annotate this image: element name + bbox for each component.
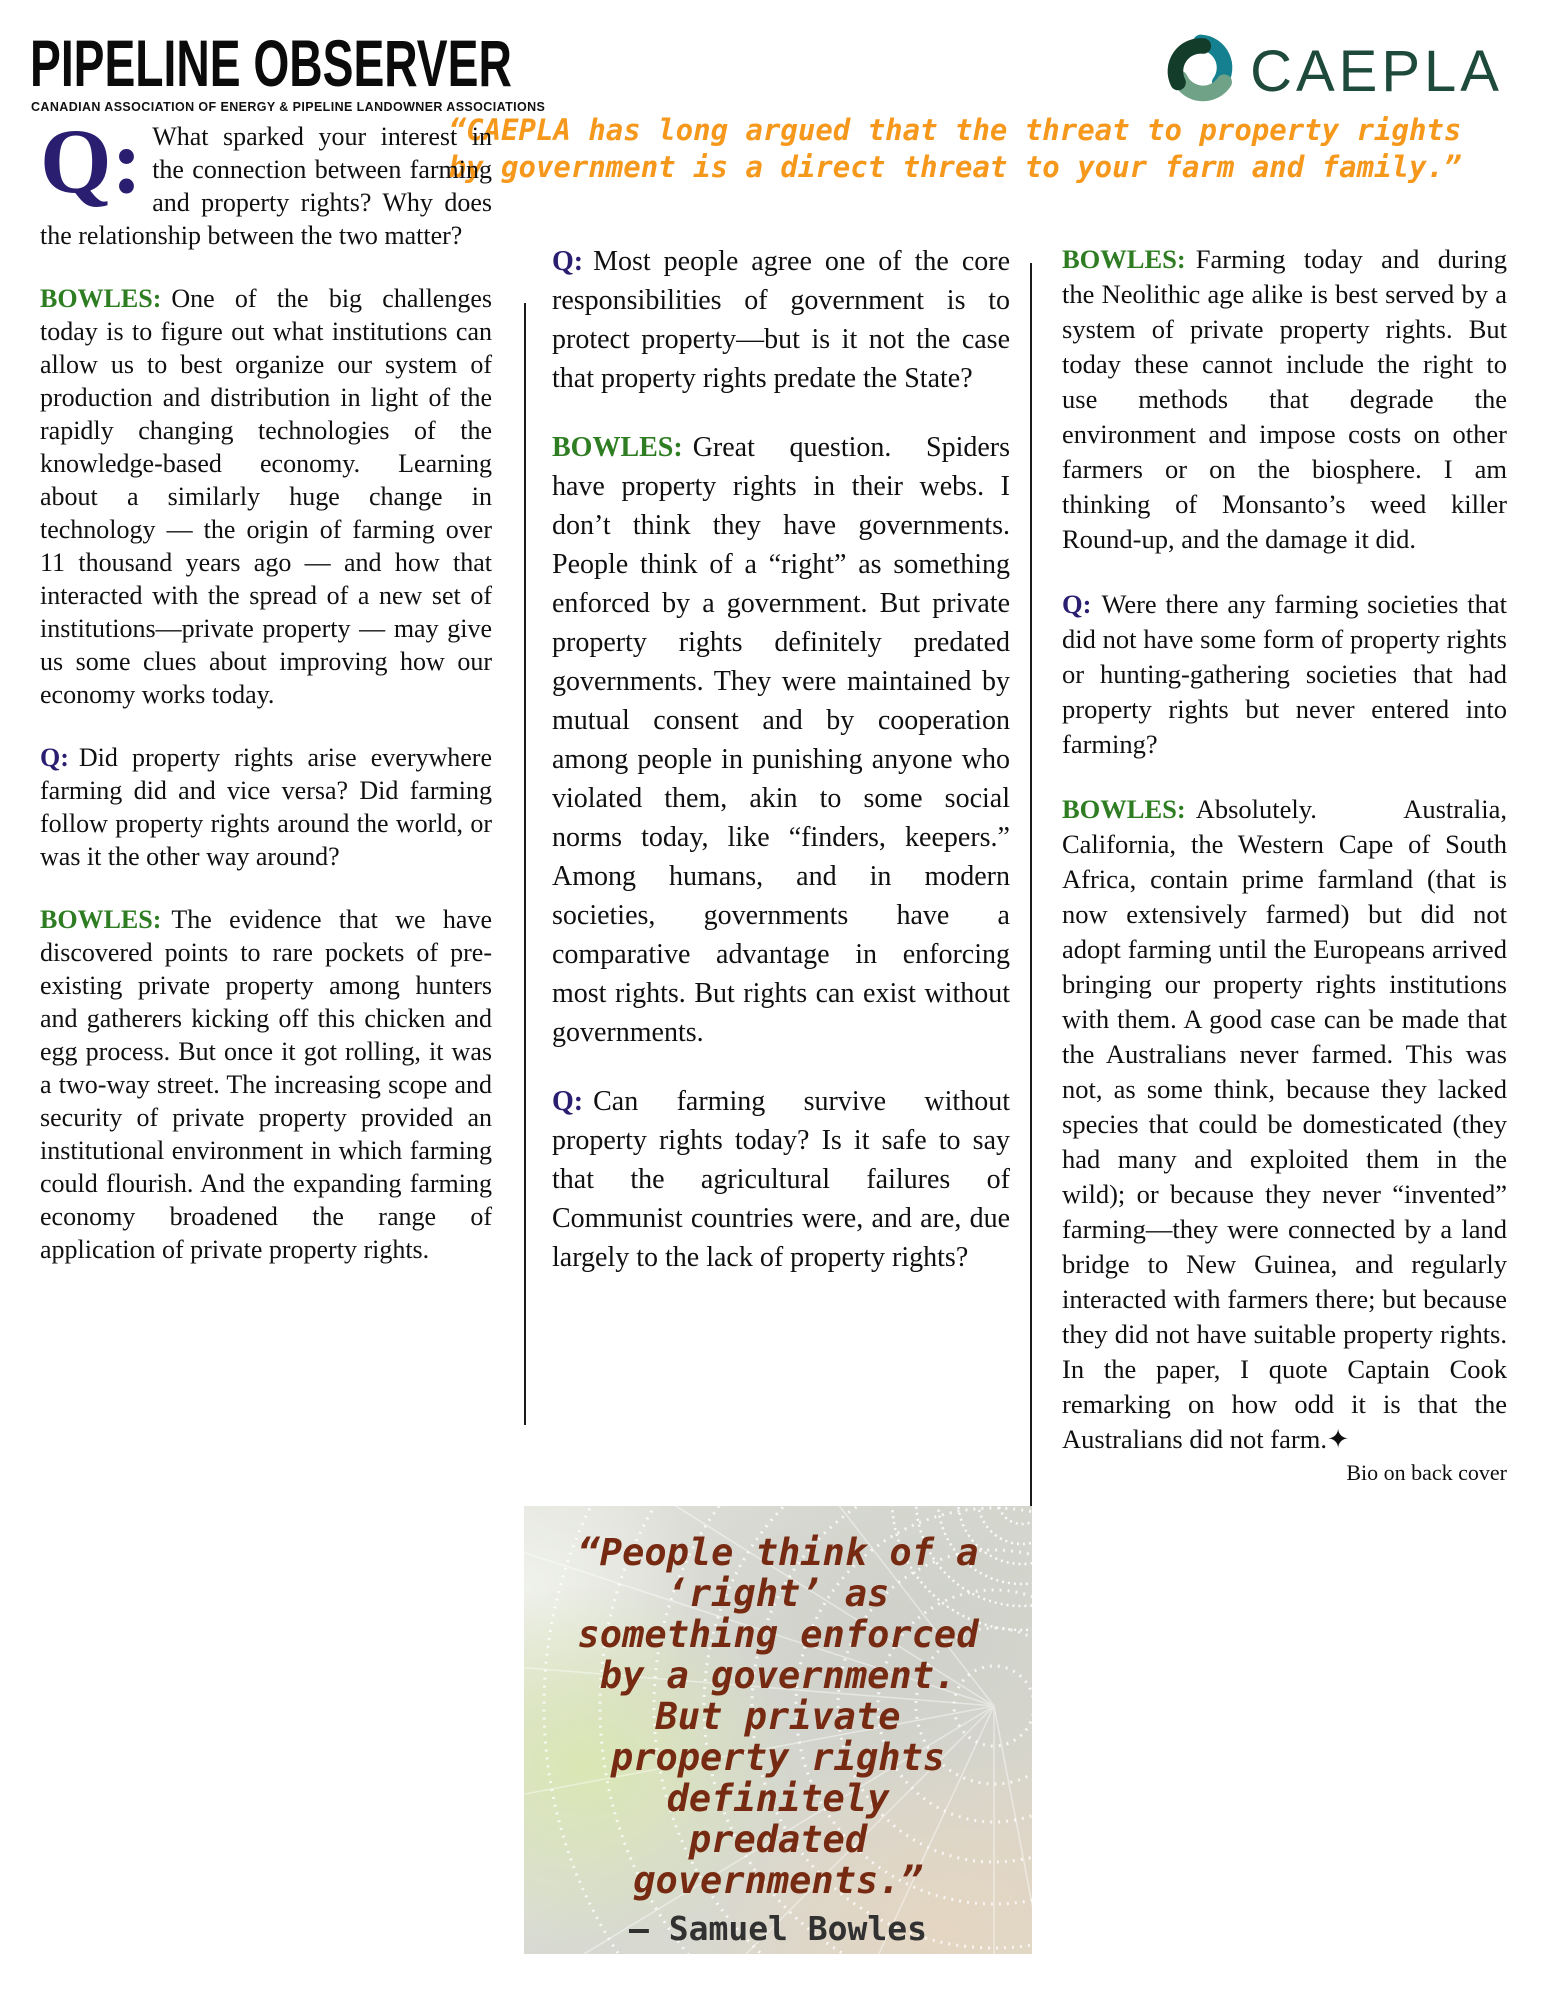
qa-paragraph xyxy=(552,1082,1010,1277)
paragraph-text: Can farming survive without property rights today? Is it safe to say that the agricultural failures of Communist countries were, and are, due largely to the lack of property rights? xyxy=(552,1086,1010,1273)
pull-quote-attribution: — Samuel Bowles xyxy=(628,1909,927,1948)
qa-paragraph xyxy=(1062,587,1507,762)
article-end-mark: ✦ xyxy=(1326,1424,1350,1455)
pull-quote-box xyxy=(524,1506,1032,1954)
lead-quote-line2: by government is a direct threat to your farm and family.” xyxy=(448,150,1462,184)
paragraph-text: Absolutely. Australia, California, the Western Cape of South Africa, contain prime farmland (that is now extensively farmed) but did not adopt farming until the Europeans arrived bringing our property rights institutions with them. A good case can be made that the Australians never farmed. This was not, as some think, because they lacked species that could be domesticated (they had many and exploited them in the wild); or because they never “invented” farming—they were connected by a land bridge to New Guinea, and regularly interacted with farmers there; but because they did not have suitable property rights. In the paper, I quote Captain Cook remarking on how odd it is that the Australians did not farm. xyxy=(1062,794,1507,1454)
column-3 xyxy=(1062,242,1507,1490)
publication-title: PIPELINE OBSERVER xyxy=(30,26,512,100)
paragraph-text: Farming today and during the Neolithic age alike is best served by a system of private property rights. But today these cannot include the right to use methods that degrade the environment and impose costs on other farmers or on the biosphere. I am thinking of Monsanto’s weed killer Round-up, and the damage it did. xyxy=(1062,244,1507,554)
paragraph-text: Were there any farming societies that did not have some form of property rights or hunting-gathering societies that had property rights but never entered into farming? xyxy=(1062,589,1507,759)
qa-paragraph xyxy=(40,282,492,711)
paragraph-text: Great question. Spiders have property rights in their webs. I don’t think they have governments. People think of a “right” as something enforced by a government. But private property rights definitely predated governments. They were maintained by mutual consent and by cooperation among people in punishing anyone who violated them, akin to some social norms today, like “finders, keepers.” Among humans, and in modern societies, governments have a comparative advantage in enforcing most rights. But rights can exist without governments. xyxy=(552,432,1010,1048)
caepla-logo xyxy=(1162,30,1503,113)
qa-paragraph xyxy=(1062,792,1507,1457)
column-1 xyxy=(40,110,492,1296)
qa-paragraph xyxy=(1062,242,1507,557)
paragraph-text: The evidence that we have discovered points to rare pockets of pre-existing private property among hunters and gatherers kicking off this chicken and egg process. But once it got rolling, it was a two-way street. The increasing scope and security of private property provided an institutional environment in which farming could flourish. And the expanding farming economy broadened the range of application of private property rights. xyxy=(40,905,492,1264)
speaker-label: BOWLES: xyxy=(1062,244,1186,274)
qa-paragraph xyxy=(552,242,1010,398)
speaker-label: BOWLES: xyxy=(40,905,162,934)
question-label: Q: xyxy=(552,246,584,277)
paragraph-text: What sparked your interest in the connection between farming and property rights? Why does the relationship between the two matter? xyxy=(40,122,492,250)
column-2 xyxy=(552,242,1010,1307)
column-divider-left xyxy=(524,303,526,1425)
lead-quote xyxy=(400,112,1510,186)
qa-paragraph xyxy=(552,428,1010,1052)
column-divider-right xyxy=(1030,263,1032,1590)
speaker-label: BOWLES: xyxy=(40,284,162,313)
qa-paragraph xyxy=(40,741,492,873)
caepla-knot-icon xyxy=(1162,30,1240,113)
question-label: Q: xyxy=(1062,589,1092,619)
qa-paragraph xyxy=(40,110,492,252)
question-label: Q: xyxy=(552,1086,584,1117)
paragraph-text: Did property rights arise everywhere farming did and vice versa? Did farming follow property rights around the world, or was it the other way around? xyxy=(40,743,492,871)
question-label: Q: xyxy=(40,743,69,772)
lead-quote-line1: “CAEPLA has long argued that the threat to property rights xyxy=(448,113,1462,147)
question-dropcap: Q: xyxy=(40,110,143,212)
bio-note: Bio on back cover xyxy=(1346,1460,1507,1485)
speaker-label: BOWLES: xyxy=(1062,794,1186,824)
caepla-logo-text: CAEPLA xyxy=(1250,38,1503,104)
publication-subtitle: CANADIAN ASSOCIATION OF ENERGY & PIPELINE LANDOWNER ASSOCIATIONS xyxy=(31,100,546,114)
pull-quote-text: “People think of a ‘right’ as something enforced by a government. But private property rights definitely predated governments.” xyxy=(577,1531,979,1902)
paragraph-text: Most people agree one of the core responsibilities of government is to protect property—but is it not the case that property rights predate the State? xyxy=(552,246,1010,394)
paragraph-text: One of the big challenges today is to figure out what institutions can allow us to best organize our system of production and distribution in light of the rapidly changing technologies of the knowledge-based economy. Learning about a similarly huge change in technology — the origin of farming over 11 thousand years ago — and how that interacted with the spread of a new set of institutions—private property — may give us some clues about improving how our economy works today. xyxy=(40,284,492,709)
qa-paragraph xyxy=(40,903,492,1266)
speaker-label: BOWLES: xyxy=(552,432,683,463)
